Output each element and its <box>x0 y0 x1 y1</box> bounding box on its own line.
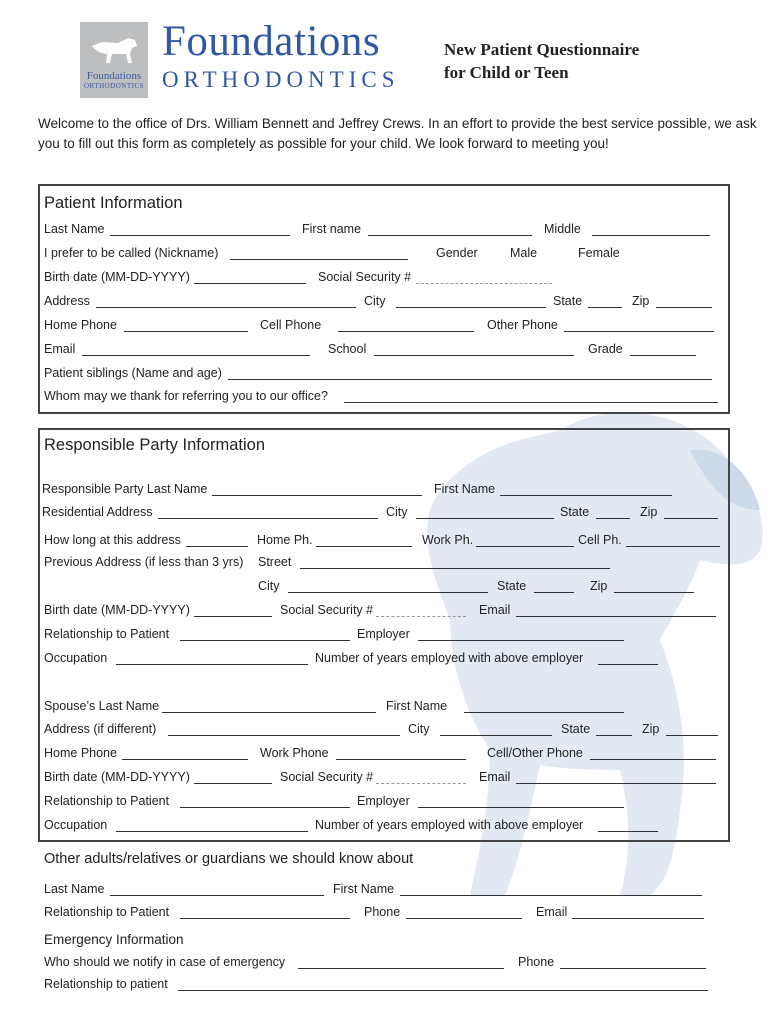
ssn-label: Social Security # <box>318 270 412 284</box>
middle-label: Middle <box>544 222 581 236</box>
intro-text: Welcome to the office of Drs. William Bennett and Jeffrey Crews. In an effort to provide the best service possible, we ask you to fill out this form as completely as possible for your child. We look forward to meeting you! <box>38 116 757 151</box>
spouse-first-field[interactable] <box>464 712 624 713</box>
gender-label: Gender <box>436 246 478 260</box>
spouse-zip-field[interactable] <box>666 735 718 736</box>
rp-city-label: City <box>386 505 408 519</box>
prev-state-field[interactable] <box>534 592 574 593</box>
rp-state-field[interactable] <box>596 518 630 519</box>
grade-label: Grade <box>588 342 623 356</box>
others-phone-field[interactable] <box>406 918 522 919</box>
spouse-work-phone-label: Work Phone <box>260 746 329 760</box>
school-label: School <box>328 342 367 356</box>
brand-sub: ORTHODONTICS <box>162 67 400 92</box>
middle-field[interactable] <box>592 235 710 236</box>
prev-street-label: Street <box>258 555 292 569</box>
emergency-relationship-field[interactable] <box>178 990 708 991</box>
prev-state-label: State <box>497 579 527 593</box>
spouse-state-field[interactable] <box>596 735 632 736</box>
other-phone-field[interactable] <box>564 331 714 332</box>
first-name-label: First name <box>302 222 362 236</box>
rp-ssn-label: Social Security # <box>280 603 374 617</box>
rp-birth-label: Birth date (MM-DD-YYYY) <box>44 603 190 617</box>
last-name-field[interactable] <box>110 235 290 236</box>
spouse-address-field[interactable] <box>168 735 400 736</box>
spouse-zip-label: Zip <box>642 722 660 736</box>
others-last-field[interactable] <box>110 895 324 896</box>
spouse-occupation-field[interactable] <box>116 831 308 832</box>
gender-female[interactable]: Female <box>578 246 620 260</box>
spouse-years-field[interactable] <box>598 831 658 832</box>
others-first-label: First Name <box>333 882 395 896</box>
spouse-city-label: City <box>408 722 430 736</box>
others-last-label: Last Name <box>44 882 105 896</box>
others-email-label: Email <box>536 905 568 919</box>
others-relationship-field[interactable] <box>180 918 350 919</box>
spouse-employer-label: Employer <box>357 794 410 808</box>
school-field[interactable] <box>374 355 574 356</box>
spouse-birth-label: Birth date (MM-DD-YYYY) <box>44 770 190 784</box>
rp-ssn-field-disabled <box>376 616 466 617</box>
spouse-state-label: State <box>561 722 591 736</box>
logo <box>80 18 410 98</box>
rp-address-label: Residential Address <box>42 505 153 519</box>
city-label: City <box>364 294 386 308</box>
spouse-ssn-field-disabled <box>376 783 466 784</box>
document-title <box>444 38 639 84</box>
emergency-who-label: Who should we notify in case of emergency <box>44 955 286 969</box>
rp-address-field[interactable] <box>158 518 378 519</box>
spouse-last-field[interactable] <box>162 712 376 713</box>
referral-label: Whom may we thank for referring you to our office? <box>44 389 328 403</box>
rp-relationship-field[interactable] <box>180 640 350 641</box>
rp-first-name-label: First Name <box>434 482 496 496</box>
siblings-field[interactable] <box>228 379 712 380</box>
rp-work-ph-label: Work Ph. <box>422 533 474 547</box>
rp-last-name-label: Responsible Party Last Name <box>42 482 208 496</box>
spouse-home-phone-label: Home Phone <box>44 746 117 760</box>
prev-address-label: Previous Address (if less than 3 yrs) <box>44 555 244 569</box>
rp-state-label: State <box>560 505 590 519</box>
address-field[interactable] <box>96 307 356 308</box>
logo-small-sub: ORTHODONTICS <box>83 82 145 90</box>
spouse-relationship-field[interactable] <box>180 807 350 808</box>
zip-field[interactable] <box>656 307 712 308</box>
logo-mark <box>80 22 148 98</box>
email-label: Email <box>44 342 76 356</box>
spouse-cell-label: Cell/Other Phone <box>487 746 583 760</box>
city-field[interactable] <box>396 307 546 308</box>
spouse-employer-field[interactable] <box>418 807 624 808</box>
email-field[interactable] <box>82 355 310 356</box>
rp-birth-field[interactable] <box>194 616 272 617</box>
spouse-occupation-label: Occupation <box>44 818 108 832</box>
prev-zip-field[interactable] <box>614 592 694 593</box>
zip-label: Zip <box>632 294 650 308</box>
rp-email-field[interactable] <box>516 616 716 617</box>
rp-zip-label: Zip <box>640 505 658 519</box>
emergency-title: Emergency Information <box>44 932 184 947</box>
other-phone-label: Other Phone <box>487 318 558 332</box>
spouse-home-phone-field[interactable] <box>122 759 248 760</box>
how-long-field[interactable] <box>186 546 248 547</box>
prev-city-label: City <box>258 579 280 593</box>
dog-icon <box>88 34 140 64</box>
rp-relationship-label: Relationship to Patient <box>44 627 170 641</box>
rp-years-label: Number of years employed with above employer <box>315 651 584 665</box>
state-label: State <box>553 294 583 308</box>
others-email-field[interactable] <box>572 918 704 919</box>
rp-occupation-field[interactable] <box>116 664 308 665</box>
prev-city-field[interactable] <box>288 592 488 593</box>
spouse-city-field[interactable] <box>440 735 552 736</box>
rp-employer-label: Employer <box>357 627 410 641</box>
first-name-field[interactable] <box>368 235 532 236</box>
home-phone-label: Home Phone <box>44 318 117 332</box>
rp-home-ph-label: Home Ph. <box>257 533 313 547</box>
responsible-party-title: Responsible Party Information <box>44 436 266 454</box>
prev-zip-label: Zip <box>590 579 608 593</box>
document-title-line2: for Child or Teen <box>444 63 569 82</box>
grade-field[interactable] <box>630 355 696 356</box>
spouse-first-label: First Name <box>386 699 448 713</box>
spouse-work-phone-field[interactable] <box>336 759 466 760</box>
others-relationship-label: Relationship to Patient <box>44 905 170 919</box>
rp-zip-field[interactable] <box>664 518 718 519</box>
home-phone-field[interactable] <box>124 331 248 332</box>
spouse-relationship-label: Relationship to Patient <box>44 794 170 808</box>
logo-small-brand: Foundations <box>86 70 142 82</box>
emergency-phone-label: Phone <box>518 955 555 969</box>
ssn-field-disabled <box>416 283 552 284</box>
rp-employer-field[interactable] <box>418 640 624 641</box>
rp-cell-ph-label: Cell Ph. <box>578 533 622 547</box>
nickname-label: I prefer to be called (Nickname) <box>44 246 219 260</box>
others-title: Other adults/relatives or guardians we should know about <box>44 851 414 867</box>
rp-email-label: Email <box>479 603 511 617</box>
referral-field[interactable] <box>344 402 718 403</box>
spouse-cell-field[interactable] <box>590 759 716 760</box>
spouse-email-field[interactable] <box>516 783 716 784</box>
brand-name: Foundations <box>162 18 381 65</box>
nickname-field[interactable] <box>230 259 408 260</box>
spouse-birth-field[interactable] <box>194 783 272 784</box>
prev-street-field[interactable] <box>300 568 610 569</box>
birth-date-field[interactable] <box>194 283 306 284</box>
birth-date-label: Birth date (MM-DD-YYYY) <box>44 270 190 284</box>
state-field[interactable] <box>588 307 622 308</box>
rp-last-name-field[interactable] <box>212 495 422 496</box>
spouse-last-label: Spouse’s Last Name <box>44 699 160 713</box>
document-title-line1: New Patient Questionnaire <box>444 40 640 59</box>
rp-first-name-field[interactable] <box>500 495 672 496</box>
emergency-who-field[interactable] <box>298 968 504 969</box>
rp-home-ph-field[interactable] <box>316 546 412 547</box>
rp-city-field[interactable] <box>416 518 554 519</box>
spouse-email-label: Email <box>479 770 511 784</box>
rp-occupation-label: Occupation <box>44 651 108 665</box>
gender-male[interactable]: Male <box>510 246 538 260</box>
last-name-label: Last Name <box>44 222 105 236</box>
how-long-label: How long at this address <box>44 533 181 547</box>
patient-info-title: Patient Information <box>44 194 183 212</box>
siblings-label: Patient siblings (Name and age) <box>44 366 222 380</box>
rp-years-field[interactable] <box>598 664 658 665</box>
rp-work-ph-field[interactable] <box>476 546 574 547</box>
rp-cell-ph-field[interactable] <box>626 546 720 547</box>
cell-phone-label: Cell Phone <box>260 318 322 332</box>
spouse-years-label: Number of years employed with above employer <box>315 818 584 832</box>
spouse-address-label: Address (if different) <box>44 722 157 736</box>
emergency-relationship-label: Relationship to patient <box>44 977 168 991</box>
emergency-phone-field[interactable] <box>560 968 706 969</box>
address-label: Address <box>44 294 90 308</box>
cell-phone-field[interactable] <box>338 331 474 332</box>
others-phone-label: Phone <box>364 905 401 919</box>
spouse-ssn-label: Social Security # <box>280 770 374 784</box>
others-first-field[interactable] <box>400 895 702 896</box>
